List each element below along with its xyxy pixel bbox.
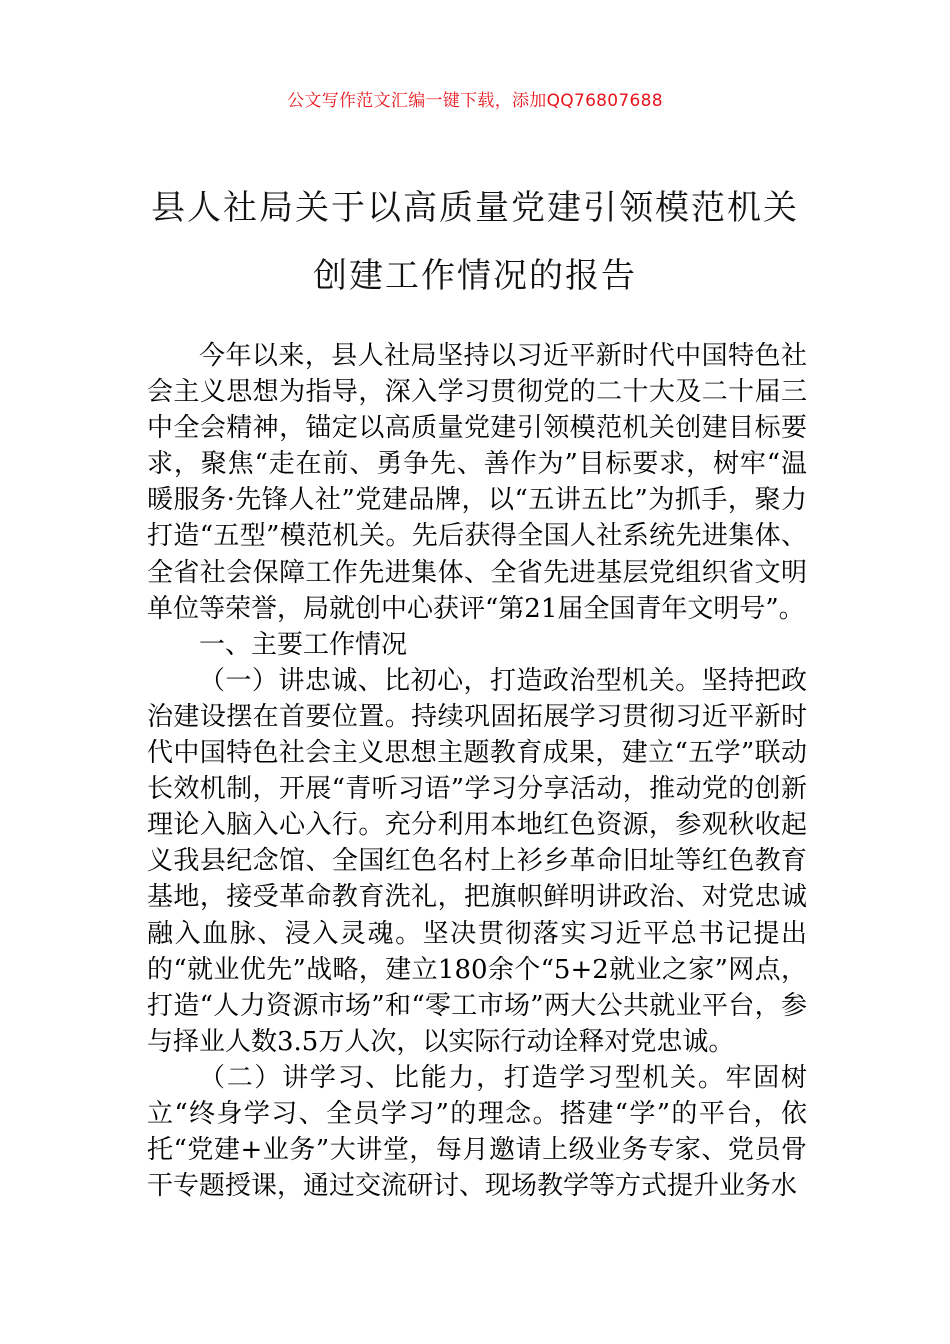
section-heading-main-work: 一、主要工作情况 bbox=[199, 629, 408, 660]
paragraph-learning-organ: （二）讲学习、比能力，打造学习型机关。牢固树立“终身学习、全员学习”的理念。搭建“学”的平台，依托“党建+业务”大讲堂，每月邀请上级业务专家、党员骨干专题授课，通过交流研讨、现场教学等方式提升业务水 bbox=[147, 1062, 807, 1202]
intro-paragraph: 今年以来，县人社局坚持以习近平新时代中国特色社会主义思想为指导，深入学习贯彻党的二十大及二十届三中全会精神，锚定以高质量党建引领模范机关创建目标要求，聚焦“走在前、勇争先、善作为”目标要求，树牢“温暖服务·先锋人社”党建品牌，以“五讲五比”为抓手，聚力打造“五型”模范机关。先后获得全国人社系统先进集体、全省社会保障工作先进集体、全省先进基层党组织省文明单位等荣誉，局就创中心获评“第21届全国青年文明号”。 bbox=[147, 341, 807, 624]
paragraph-political-organ: （一）讲忠诚、比初心，打造政治型机关。坚持把政治建设摆在首要位置。持续巩固拓展学习贯彻习近平新时代中国特色社会主义思想主题教育成果，建立“五学”联动长效机制，开展“青听习语”学习分享活动，推动党的创新理论入脑入心入行。充分利用本地红色资源，参观秋收起义我县纪念馆、全国红色名村上衫乡革命旧址等红色教育基地，接受革命教育洗礼，把旗帜鲜明讲政治、对党忠诚融入血脉、浸入灵魂。坚决贯彻落实习近平总书记提出的“就业优先”战略，建立180余个“5+2就业之家”网点，打造“人力资源市场”和“零工市场”两大公共就业平台，参与择业人数3.5万人次，以实际行动诠释对党忠诚。 bbox=[147, 665, 807, 1057]
document-title-line-1: 县人社局关于以高质量党建引领模范机关 bbox=[151, 188, 799, 228]
document-title-line-2: 创建工作情况的报告 bbox=[313, 256, 637, 296]
document-body bbox=[147, 338, 807, 1204]
watermark-text: 公文写作范文汇编一键下载，添加QQ76807688 bbox=[287, 91, 663, 111]
